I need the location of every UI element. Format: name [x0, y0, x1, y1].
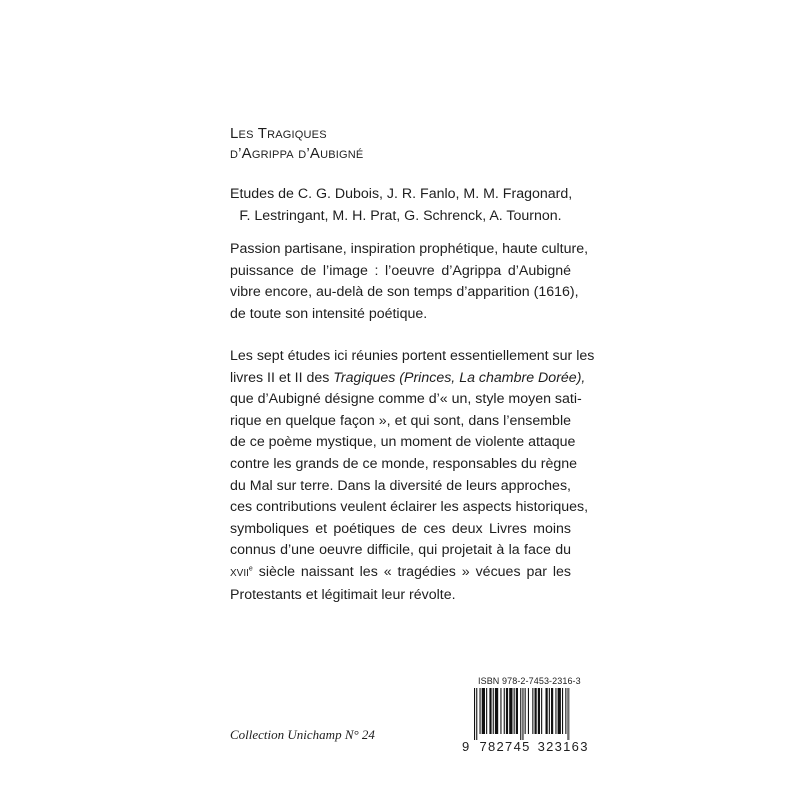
barcode-bar [528, 688, 529, 734]
barcode-bar [549, 688, 550, 734]
barcode-digits-right: 323163 [537, 739, 589, 754]
p2-line: ces contributions veulent éclairer les aspects historiques, [230, 499, 589, 516]
authors-line: F. Lestringant, M. H. Prat, G. Schrenck, A. Tournon. [239, 207, 562, 224]
barcode-bar [520, 688, 521, 740]
barcode-bar [509, 688, 512, 734]
barcode-bar [525, 688, 526, 734]
barcode-bar [538, 688, 540, 734]
title-line-2: d’Agrippa d’Aubigné [230, 145, 364, 162]
barcode-bar [506, 688, 508, 734]
p2-line: contre les grands de ce monde, responsables du règne [230, 455, 578, 472]
barcode-digits-left: 782745 [479, 739, 531, 754]
p2-line [230, 562, 571, 585]
p1-line: de toute son intensité poétique. [230, 305, 428, 322]
barcode-bar [565, 688, 566, 734]
barcode-bar [568, 688, 569, 740]
p2-line: rique en quelque façon », et qui sont, dans l’ensemble [230, 412, 571, 429]
p1-line: Passion partisane, inspiration prophétique, haute culture, [230, 241, 589, 257]
barcode-bar [555, 688, 556, 734]
barcode-bar [535, 688, 537, 734]
barcode-bars [474, 688, 570, 740]
collection-label: Collection Unichamp N° 24 [230, 727, 375, 742]
barcode-digits [462, 739, 589, 754]
barcode-digit-first: 9 [462, 739, 471, 754]
barcode-bar [495, 688, 498, 734]
barcode-bar [522, 688, 523, 740]
p2-line: Protestants et légitimait leur révolte. [230, 586, 456, 603]
barcode-bar [480, 688, 481, 734]
book-title [230, 124, 363, 164]
p2-line [230, 368, 586, 390]
barcode-bar [482, 688, 485, 734]
p2-line: symboliques et poétiques de ces deux Livres moins [230, 520, 571, 537]
p2-line: du Mal sur terre. Dans la diversité de leurs approches, [230, 477, 571, 494]
p2-line: de ce poème mystique, un moment de violente attaque [230, 434, 576, 451]
p2-line: connus d’une oeuvre difficile, qui projetait à la face du [230, 542, 571, 559]
summary-paragraph-2 [230, 346, 595, 606]
barcode-bar [489, 688, 491, 734]
century-superscript: e [248, 565, 253, 573]
title-line-1: Les Tragiques [230, 125, 327, 142]
p1-line: vibre encore, au-delà de son temps d’apparition (1616), [230, 284, 579, 301]
barcode-bar [541, 688, 542, 734]
barcode-bar [558, 688, 561, 734]
barcode-bar [546, 688, 548, 734]
isbn-label: ISBN 978-2-7453-2316-3 [478, 676, 581, 686]
authors-paragraph [230, 184, 571, 227]
barcode-bar [532, 688, 533, 734]
barcode-bar [516, 688, 518, 734]
p2-line: Les sept études ici réunies portent essentiellement sur les [230, 348, 595, 364]
p1-line: puissance de l’image : l’oeuvre d’Agrippa d’Aubigné [230, 262, 571, 279]
barcode-bar [500, 688, 501, 734]
p2-line2-text: livres II et II des [230, 369, 334, 386]
barcode-bar [514, 688, 515, 734]
barcode-bar [474, 688, 475, 740]
summary-paragraph-1 [230, 239, 589, 325]
century-numeral: XVII [230, 567, 249, 579]
p2-line: que d’Aubigné désigne comme d’« un, style moyen sati- [230, 391, 582, 408]
authors-line: Etudes de C. G. Dubois, J. R. Fanlo, M. M. Fragonard, [230, 186, 573, 202]
barcode-bar [493, 688, 494, 734]
barcode-bar [504, 688, 505, 734]
barcode-bar [476, 688, 477, 740]
barcode-bar [486, 688, 487, 734]
barcode-bar [551, 688, 553, 734]
p2-line11-text: siècle naissant les « tragédies » vécues par les [252, 563, 571, 580]
barcode-bar [562, 688, 563, 734]
p2-line2-italic: Tragiques (Princes, La chambre Dorée), [333, 369, 586, 386]
